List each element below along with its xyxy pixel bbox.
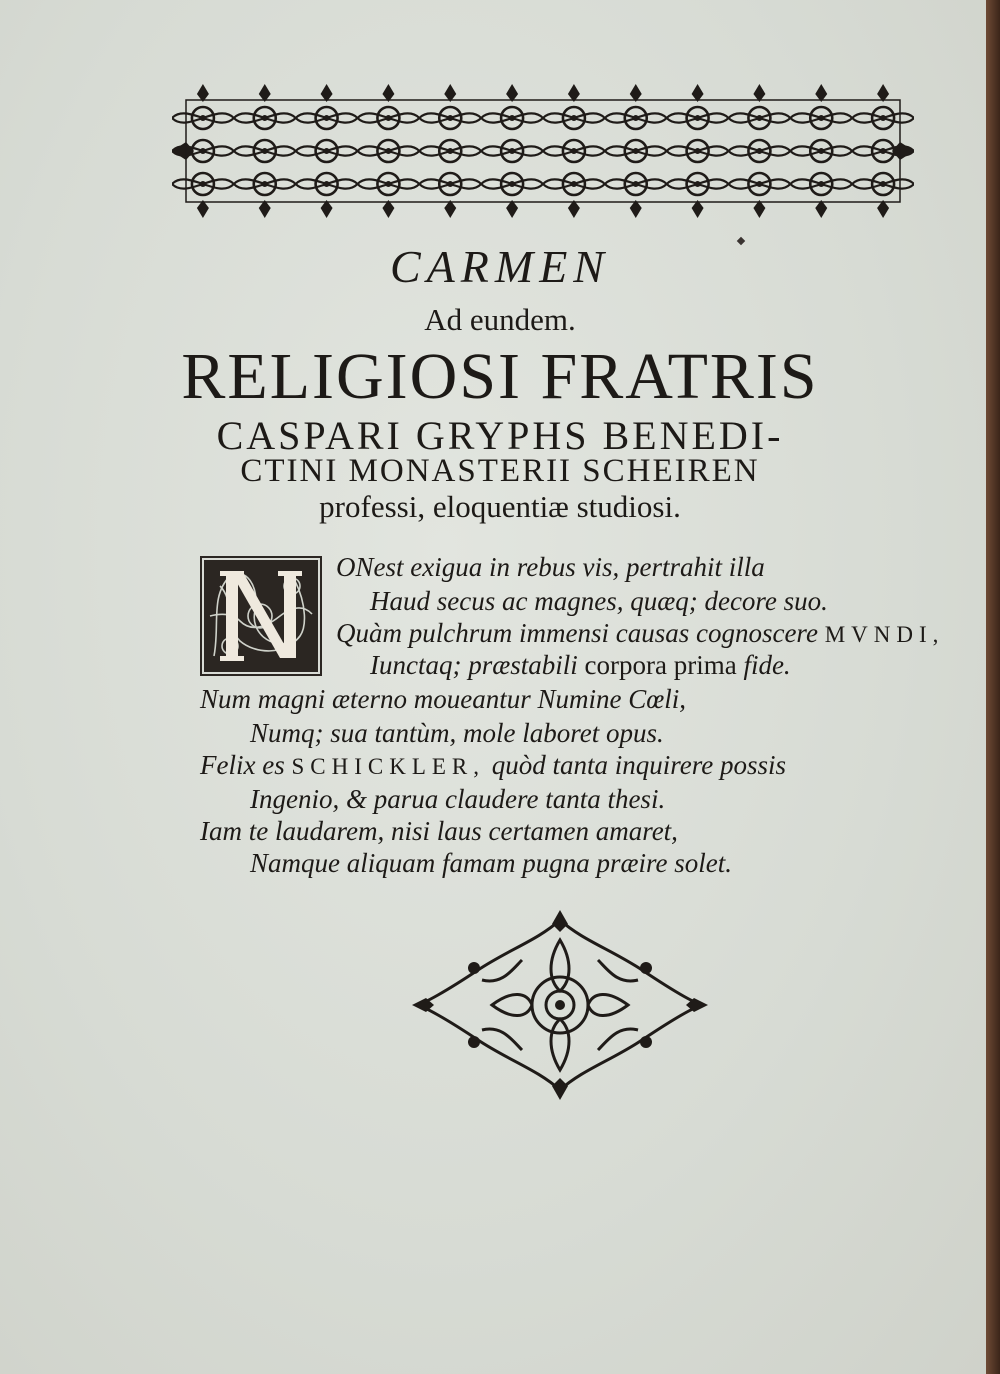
poem-line: Felix es SCHICKLER, quòd tanta inquirere possis: [200, 750, 787, 780]
poem-line: Numq; sua tantùm, mole laboret opus.: [250, 718, 664, 748]
decorated-initial-n: [200, 556, 322, 676]
author-heading-line-3: CTINI MONASTERII SCHEIREN: [240, 453, 760, 489]
ornamental-headpiece: [172, 78, 914, 224]
author-heading-line-1: RELIGIOSI FRATRIS: [181, 340, 819, 413]
poem-line: Ingenio, & parua claudere tanta thesi.: [250, 784, 666, 814]
book-binding-edge: [986, 0, 1000, 1374]
poem-line: Haud secus ac magnes, quæq; decore suo.: [370, 586, 828, 616]
poem-title: CARMEN: [390, 241, 610, 292]
poem-line: Quàm pulchrum immensi causas cognoscere MVNDI,: [336, 618, 945, 648]
poem-line: ONest exigua in rebus vis, pertrahit illa: [336, 552, 765, 582]
poem-subtitle: Ad eundem.: [424, 302, 576, 337]
author-heading-line-2: CASPARI GRYPHS BENEDI-: [216, 413, 784, 458]
poem-line: Namque aliquam famam pugna præire solet.: [250, 848, 732, 878]
poem-line: Iunctaq; præstabili corpora prima fide.: [370, 650, 791, 680]
poem-line: Iam te laudarem, nisi laus certamen amaret,: [200, 816, 678, 846]
author-heading-line-4: professi, eloquentiæ studiosi.: [319, 489, 681, 524]
ornamental-tailpiece: [412, 910, 708, 1100]
poem-line: Num magni æterno moueantur Numine Cœli,: [200, 684, 687, 714]
